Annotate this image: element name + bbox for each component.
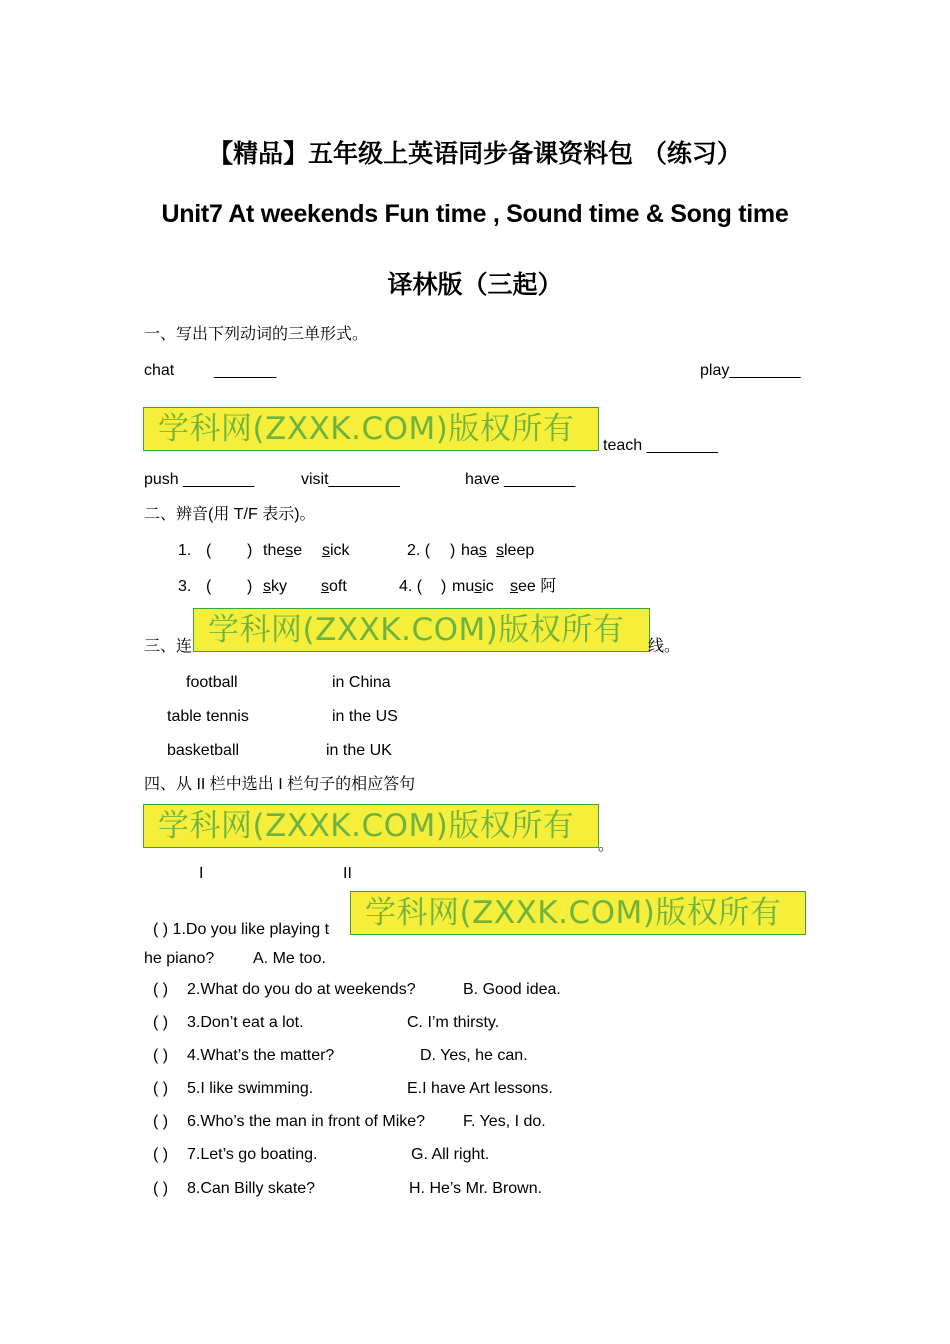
q3-paren-close: ) xyxy=(247,578,253,595)
q4-paren-close: ) xyxy=(441,578,447,595)
q1-word-2: sick xyxy=(322,542,350,559)
match-answer-c: C. I’m thirsty. xyxy=(407,1014,500,1031)
match-left-3: basketball xyxy=(167,742,240,759)
section4-heading: 四、从 II 栏中选出 I 栏句子的相应答句 xyxy=(144,776,416,793)
match-paren-5: ( ) xyxy=(153,1080,169,1097)
word-have: have ________ xyxy=(465,471,576,488)
title-line-1: 【精品】五年级上英语同步备课资料包 （练习） xyxy=(208,139,742,168)
q3-paren-open: ( xyxy=(206,578,212,595)
section1-heading: 一、写出下列动词的三单形式。 xyxy=(144,326,369,343)
word-visit: visit________ xyxy=(301,471,400,488)
match-question-5: 5.I like swimming. xyxy=(187,1080,314,1097)
q1-paren-open: ( xyxy=(206,542,212,559)
match-question-3: 3.Don’t eat a lot. xyxy=(187,1014,304,1031)
match-answer-f: F. Yes, I do. xyxy=(463,1113,546,1130)
watermark-2: 学科网(ZXXK.COM)版权所有 xyxy=(193,608,650,652)
q2-number: 2. ( xyxy=(407,542,431,559)
match-answer-g: G. All right. xyxy=(411,1146,490,1163)
match-paren-7: ( ) xyxy=(153,1146,169,1163)
q3-word-2: soft xyxy=(321,578,347,595)
match-question-1-cont: he piano? xyxy=(144,950,215,967)
match-paren-2: ( ) xyxy=(153,981,169,998)
word-push: push ________ xyxy=(144,471,255,488)
title-line-2: Unit7 At weekends Fun time , Sound time & Song time xyxy=(161,200,789,228)
match-question-7: 7.Let’s go boating. xyxy=(187,1146,318,1163)
match-answer-b: B. Good idea. xyxy=(463,981,561,998)
match-question-4: 4.What’s the matter? xyxy=(187,1047,335,1064)
section3-heading-end: 线。 xyxy=(648,638,681,655)
match-question-2: 2.What do you do at weekends? xyxy=(187,981,416,998)
chat-blank: _______ xyxy=(214,362,277,379)
match-answer-d: D. Yes, he can. xyxy=(420,1047,528,1064)
match-answer-e: E.I have Art lessons. xyxy=(407,1080,553,1097)
match-answer-h: H. He’s Mr. Brown. xyxy=(409,1180,543,1197)
match-paren-8: ( ) xyxy=(153,1180,169,1197)
word-play: play________ xyxy=(700,362,801,379)
section2-heading: 二、辨音(用 T/F 表示)。 xyxy=(144,506,316,523)
title-line-3: 译林版（三起） xyxy=(387,270,563,299)
match-right-2: in the US xyxy=(332,708,398,725)
match-left-1: football xyxy=(186,674,238,691)
q1-word-1: these xyxy=(263,542,303,559)
watermark-3: 学科网(ZXXK.COM)版权所有 xyxy=(143,804,599,848)
q4-word-1: music xyxy=(452,578,494,595)
q4-number: 4. ( xyxy=(399,578,423,595)
match-paren-6: ( ) xyxy=(153,1113,169,1130)
match-paren-4: ( ) xyxy=(153,1047,169,1064)
watermark-1: 学科网(ZXXK.COM)版权所有 xyxy=(143,407,599,451)
match-question-6: 6.Who’s the man in front of Mike? xyxy=(187,1113,426,1130)
match-left-2: table tennis xyxy=(167,708,249,725)
column-2-label: II xyxy=(343,865,352,882)
match-right-1: in China xyxy=(332,674,391,691)
q1-paren-close: ) xyxy=(247,542,253,559)
q2-word-1: has xyxy=(461,542,487,559)
match-right-3: in the UK xyxy=(326,742,392,759)
q2-paren-close: ) xyxy=(450,542,456,559)
watermark-4: 学科网(ZXXK.COM)版权所有 xyxy=(350,891,806,935)
word-teach: teach ________ xyxy=(603,437,718,454)
match-paren-3: ( ) xyxy=(153,1014,169,1031)
q1-number: 1. xyxy=(178,542,192,559)
column-1-label: I xyxy=(199,865,204,882)
match-question-8: 8.Can Billy skate? xyxy=(187,1180,316,1197)
q3-word-1: sky xyxy=(263,578,287,595)
q2-word-2: sleep xyxy=(496,542,535,559)
match-question-1: ( ) 1.Do you like playing t xyxy=(153,921,330,938)
q3-number: 3. xyxy=(178,578,192,595)
q4-word-2: see 阿 xyxy=(510,578,557,595)
section4-trail: 。 xyxy=(598,837,615,854)
match-answer-a: A. Me too. xyxy=(253,950,326,967)
section3-heading-start: 三、连 xyxy=(144,638,193,655)
word-chat: chat xyxy=(144,362,175,379)
